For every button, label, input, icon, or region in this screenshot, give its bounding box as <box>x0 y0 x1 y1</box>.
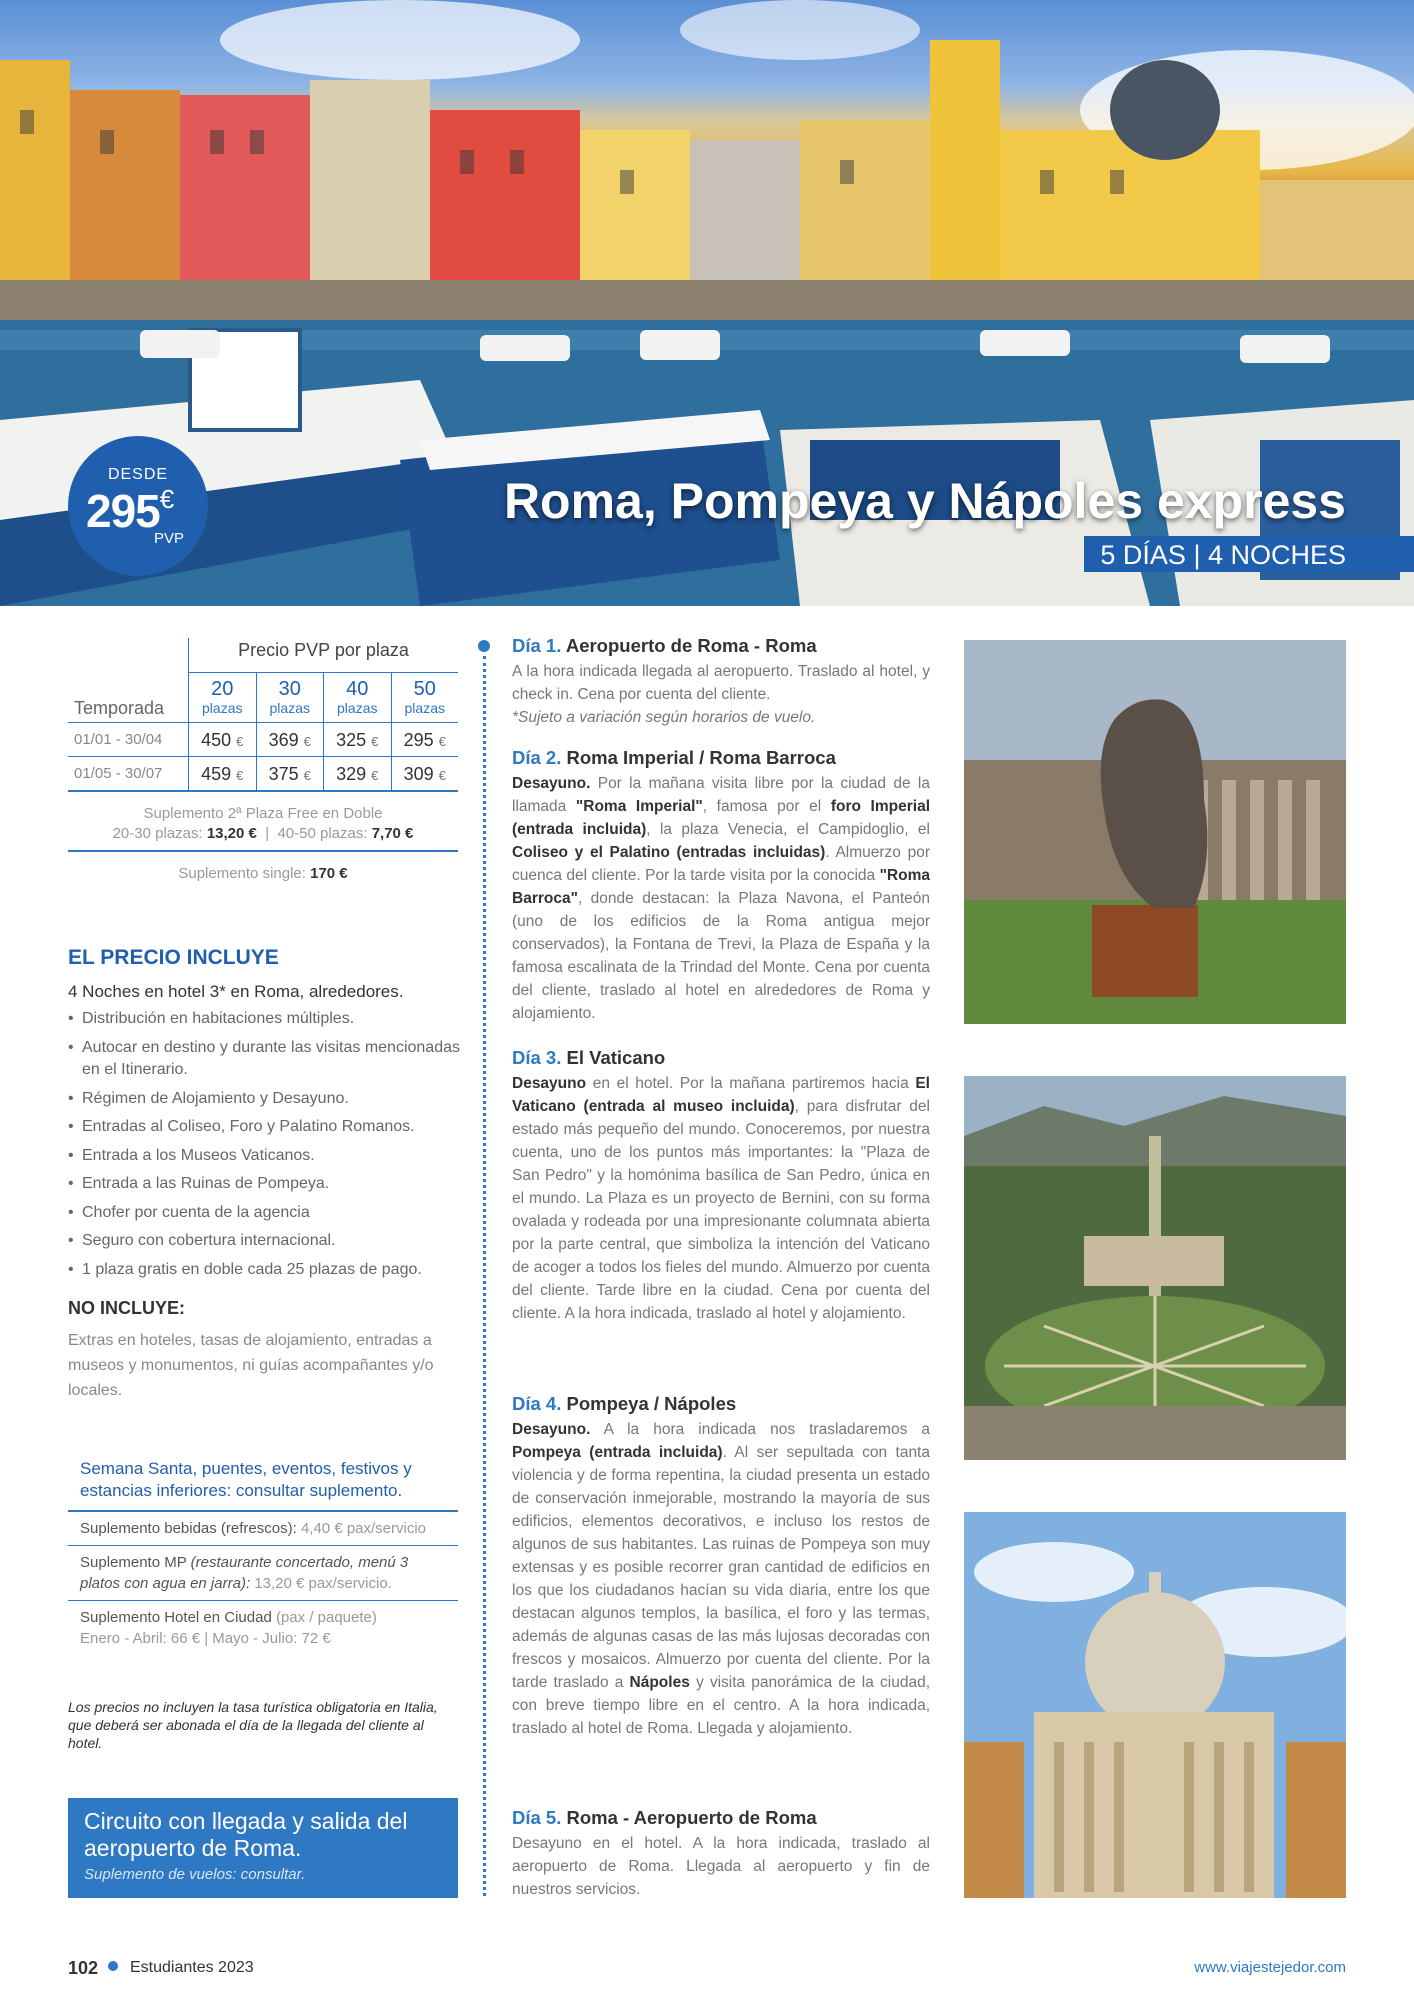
day-body: A la hora indicada llegada al aeropuerto. Traslado al hotel, y check in. Cena por cuenta del cliente. *Sujeto a variación según horarios de vuelo. <box>512 663 930 726</box>
day-5 <box>512 1806 930 1901</box>
day-title: Día 5. Roma - Aeropuerto de Roma <box>512 1807 817 1828</box>
website-link[interactable]: www.viajestejedor.com <box>1194 1959 1346 1976</box>
list-item: • Seguro con cobertura internacional. <box>68 1230 468 1253</box>
photo-caserta-palace <box>964 1076 1346 1460</box>
list-item: • 1 plaza gratis en doble cada 25 plazas de pago. <box>68 1259 468 1282</box>
price-cell: 309 € <box>391 757 459 791</box>
includes-lead: 4 Noches en hotel 3* en Roma, alrededores. <box>68 982 404 1001</box>
tourist-tax-note: Los precios no incluyen la tasa turística obligatoria en Italia, que deberá ser abonada el día de la llegada del cliente al hotel. <box>68 1699 438 1751</box>
supplement-drinks: Suplemento bebidas (refrescos): 4,40 € pax/servicio <box>68 1512 458 1546</box>
divider <box>68 790 458 792</box>
list-item: • Entrada a los Museos Vaticanos. <box>68 1145 468 1168</box>
day-body: Desayuno. A la hora indicada nos trasladaremos a Pompeya (entrada incluida). Al ser sepultada con tanta violencia y de forma repentina, la ciudad presenta un estado de conservación inmejorable, mostrando la mayoría de sus edificios, elementos decorativos, e incluso los restos de algunos de sus habitantes. Las ruinas de Pompeya son muy extensas y es posible recorrer gran cantidad de edificios en los que los ciudadanos hacían su vida diaria, entre los que destacan algunos templos, la basílica, el foro y las termas, además de algunas casas de las más lujosas decoradas con frescos y mosaicos. Almuerzo por cuenta del cliente. Por la tarde traslado a Nápoles y visita panorámica de la ciudad, con breve tiempo libre en el centro. A la hora indicada, traslado al hotel de Roma. Llegada y alojamiento. <box>512 1421 930 1737</box>
price-cell: 375 € <box>256 757 324 791</box>
photo-pompeii-sculpture <box>964 640 1346 1024</box>
photo-st-peters-basilica <box>964 1512 1346 1898</box>
day-title: Día 4. Pompeya / Nápoles <box>512 1393 737 1414</box>
list-item: • Entrada a las Ruinas de Pompeya. <box>68 1173 468 1196</box>
price-cell: 295 € <box>391 723 459 757</box>
free-place-supplement: Suplemento 2ª Plaza Free en Doble 20-30 plazas: 13,20 € | 40-50 plazas: 7,70 € <box>112 805 414 842</box>
list-item: • Autocar en destino y durante las visitas mencionadas en el Itinerario. <box>68 1037 468 1082</box>
price-table-header: Precio PVP por plaza <box>188 638 458 672</box>
supplements-heading: Semana Santa, puentes, eventos, festivos y estancias inferiores: consultar suplemento. <box>68 1454 458 1512</box>
divider <box>68 850 458 852</box>
single-supplement: Suplemento single: 170 € <box>178 865 348 882</box>
list-item: • Entradas al Coliseo, Foro y Palatino Romanos. <box>68 1116 468 1139</box>
day-title: Día 1. Aeropuerto de Roma - Roma <box>512 635 817 656</box>
day-title: Día 3. El Vaticano <box>512 1047 666 1068</box>
supplement-city-hotel: Suplemento Hotel en Ciudad (pax / paquete) Enero - Abril: 66 € | Mayo - Julio: 72 € <box>80 1609 377 1647</box>
price-cell: 369 € <box>256 723 324 757</box>
list-item: • Distribución en habitaciones múltiples. <box>68 1008 468 1031</box>
column-20: 20 plazas <box>188 673 256 722</box>
column-50: 50 plazas <box>391 673 459 722</box>
price-prefix: DESDE <box>107 466 169 483</box>
price-badge <box>68 436 208 576</box>
day-body: Desayuno en el hotel. Por la mañana partiremos hacia El Vaticano (entrada al museo incluida), para disfrutar del estado más pequeño del mundo. Conoceremos, por nuestra cuenta, uno de los puntos más importantes: la "Plaza de San Pedro" y la homónima basílica de San Pedro, única en el mundo. La Plaza es un proyecto de Bernini, con su forma ovalada y rodeada por una impresionante columnata abierta por la parte central, que simboliza la intención del Vaticano de acoger a todos los fieles del mundo. Almuerzo por cuenta del cliente. Tarde libre en la ciudad. Cena por cuenta del cliente. A la hora indicada, traslado al hotel y alojamiento. <box>512 1075 930 1322</box>
list-item: • Chofer por cuenta de la agencia <box>68 1202 468 1225</box>
page-title: Roma, Pompeya y Nápoles express <box>503 473 1346 529</box>
footer-dot <box>108 1961 118 1971</box>
not-included-heading: NO INCLUYE: <box>68 1298 185 1318</box>
circuit-box <box>68 1798 458 1898</box>
price-cell: 325 € <box>323 723 391 757</box>
day-body: Desayuno. Por la mañana visita libre por la ciudad de la llamada "Roma Imperial", famosa por el foro Imperial (entrada incluida), la plaza Venecia, el Campidoglio, el Coliseo y el Palatino (entradas incluidas). Almuerzo por cuenca del cliente. Por la tarde visita por la conocida "Roma Barroca", donde destacan: la Plaza Navona, el Panteón (uno de los edificios de la Roma antigua mejor conservados), la Fontana de Trevi, la Plaza de España y la famosa escalinata de la Trindad del Monte. Cena por cuenta del cliente, traslado al hotel en alrededores de Roma y alojamiento. <box>512 775 931 1022</box>
day-2 <box>512 746 930 1025</box>
hero-banner <box>0 0 1414 606</box>
page-subtitle: 5 DÍAS | 4 NOCHES <box>1100 540 1346 570</box>
column-30: 30 plazas <box>256 673 324 722</box>
table-row <box>68 722 458 756</box>
supplement-half-board: Suplemento MP (restaurante concertado, menú 3 platos con agua en jarra): 13,20 € pax/servicio. <box>68 1546 458 1601</box>
not-included-text: Extras en hoteles, tasas de alojamiento, entradas a museos y monumentos, ni guías acompañantes y/o locales. <box>68 1332 434 1399</box>
day-3 <box>512 1046 930 1325</box>
circuit-text: Circuito con llegada y salida del aeropuerto de Roma. <box>84 1808 408 1861</box>
includes-list <box>68 1008 468 1287</box>
season-label: Temporada <box>74 698 165 718</box>
price-cell: 450 € <box>188 723 256 757</box>
price-cell: 459 € <box>188 757 256 791</box>
season-cell: 01/05 - 30/07 <box>74 765 163 782</box>
price-amount: 295€ <box>86 484 174 537</box>
season-cell: 01/01 - 30/04 <box>74 731 163 748</box>
catalog-name: Estudiantes 2023 <box>130 1959 254 1976</box>
column-40: 40 plazas <box>323 673 391 722</box>
day-body: Desayuno en el hotel. A la hora indicada, traslado al aeropuerto de Roma. Llegada al aeropuerto y fin de nuestros servicios. <box>512 1835 930 1898</box>
table-row <box>68 756 458 790</box>
price-suffix: PVP <box>154 530 185 547</box>
price-table-columns <box>188 672 458 722</box>
separator-line <box>483 656 486 1896</box>
price-cell: 329 € <box>323 757 391 791</box>
circuit-subtext: Suplemento de vuelos: consultar. <box>84 1866 306 1883</box>
separator-dot <box>478 640 490 652</box>
day-4 <box>512 1392 930 1740</box>
supplements-box <box>68 1454 458 1655</box>
day-title: Día 2. Roma Imperial / Roma Barroca <box>512 747 836 768</box>
page-number: 102 <box>68 1958 99 1978</box>
list-item: • Régimen de Alojamiento y Desayuno. <box>68 1088 468 1111</box>
includes-heading: EL PRECIO INCLUYE <box>68 946 279 969</box>
day-1 <box>512 634 930 729</box>
